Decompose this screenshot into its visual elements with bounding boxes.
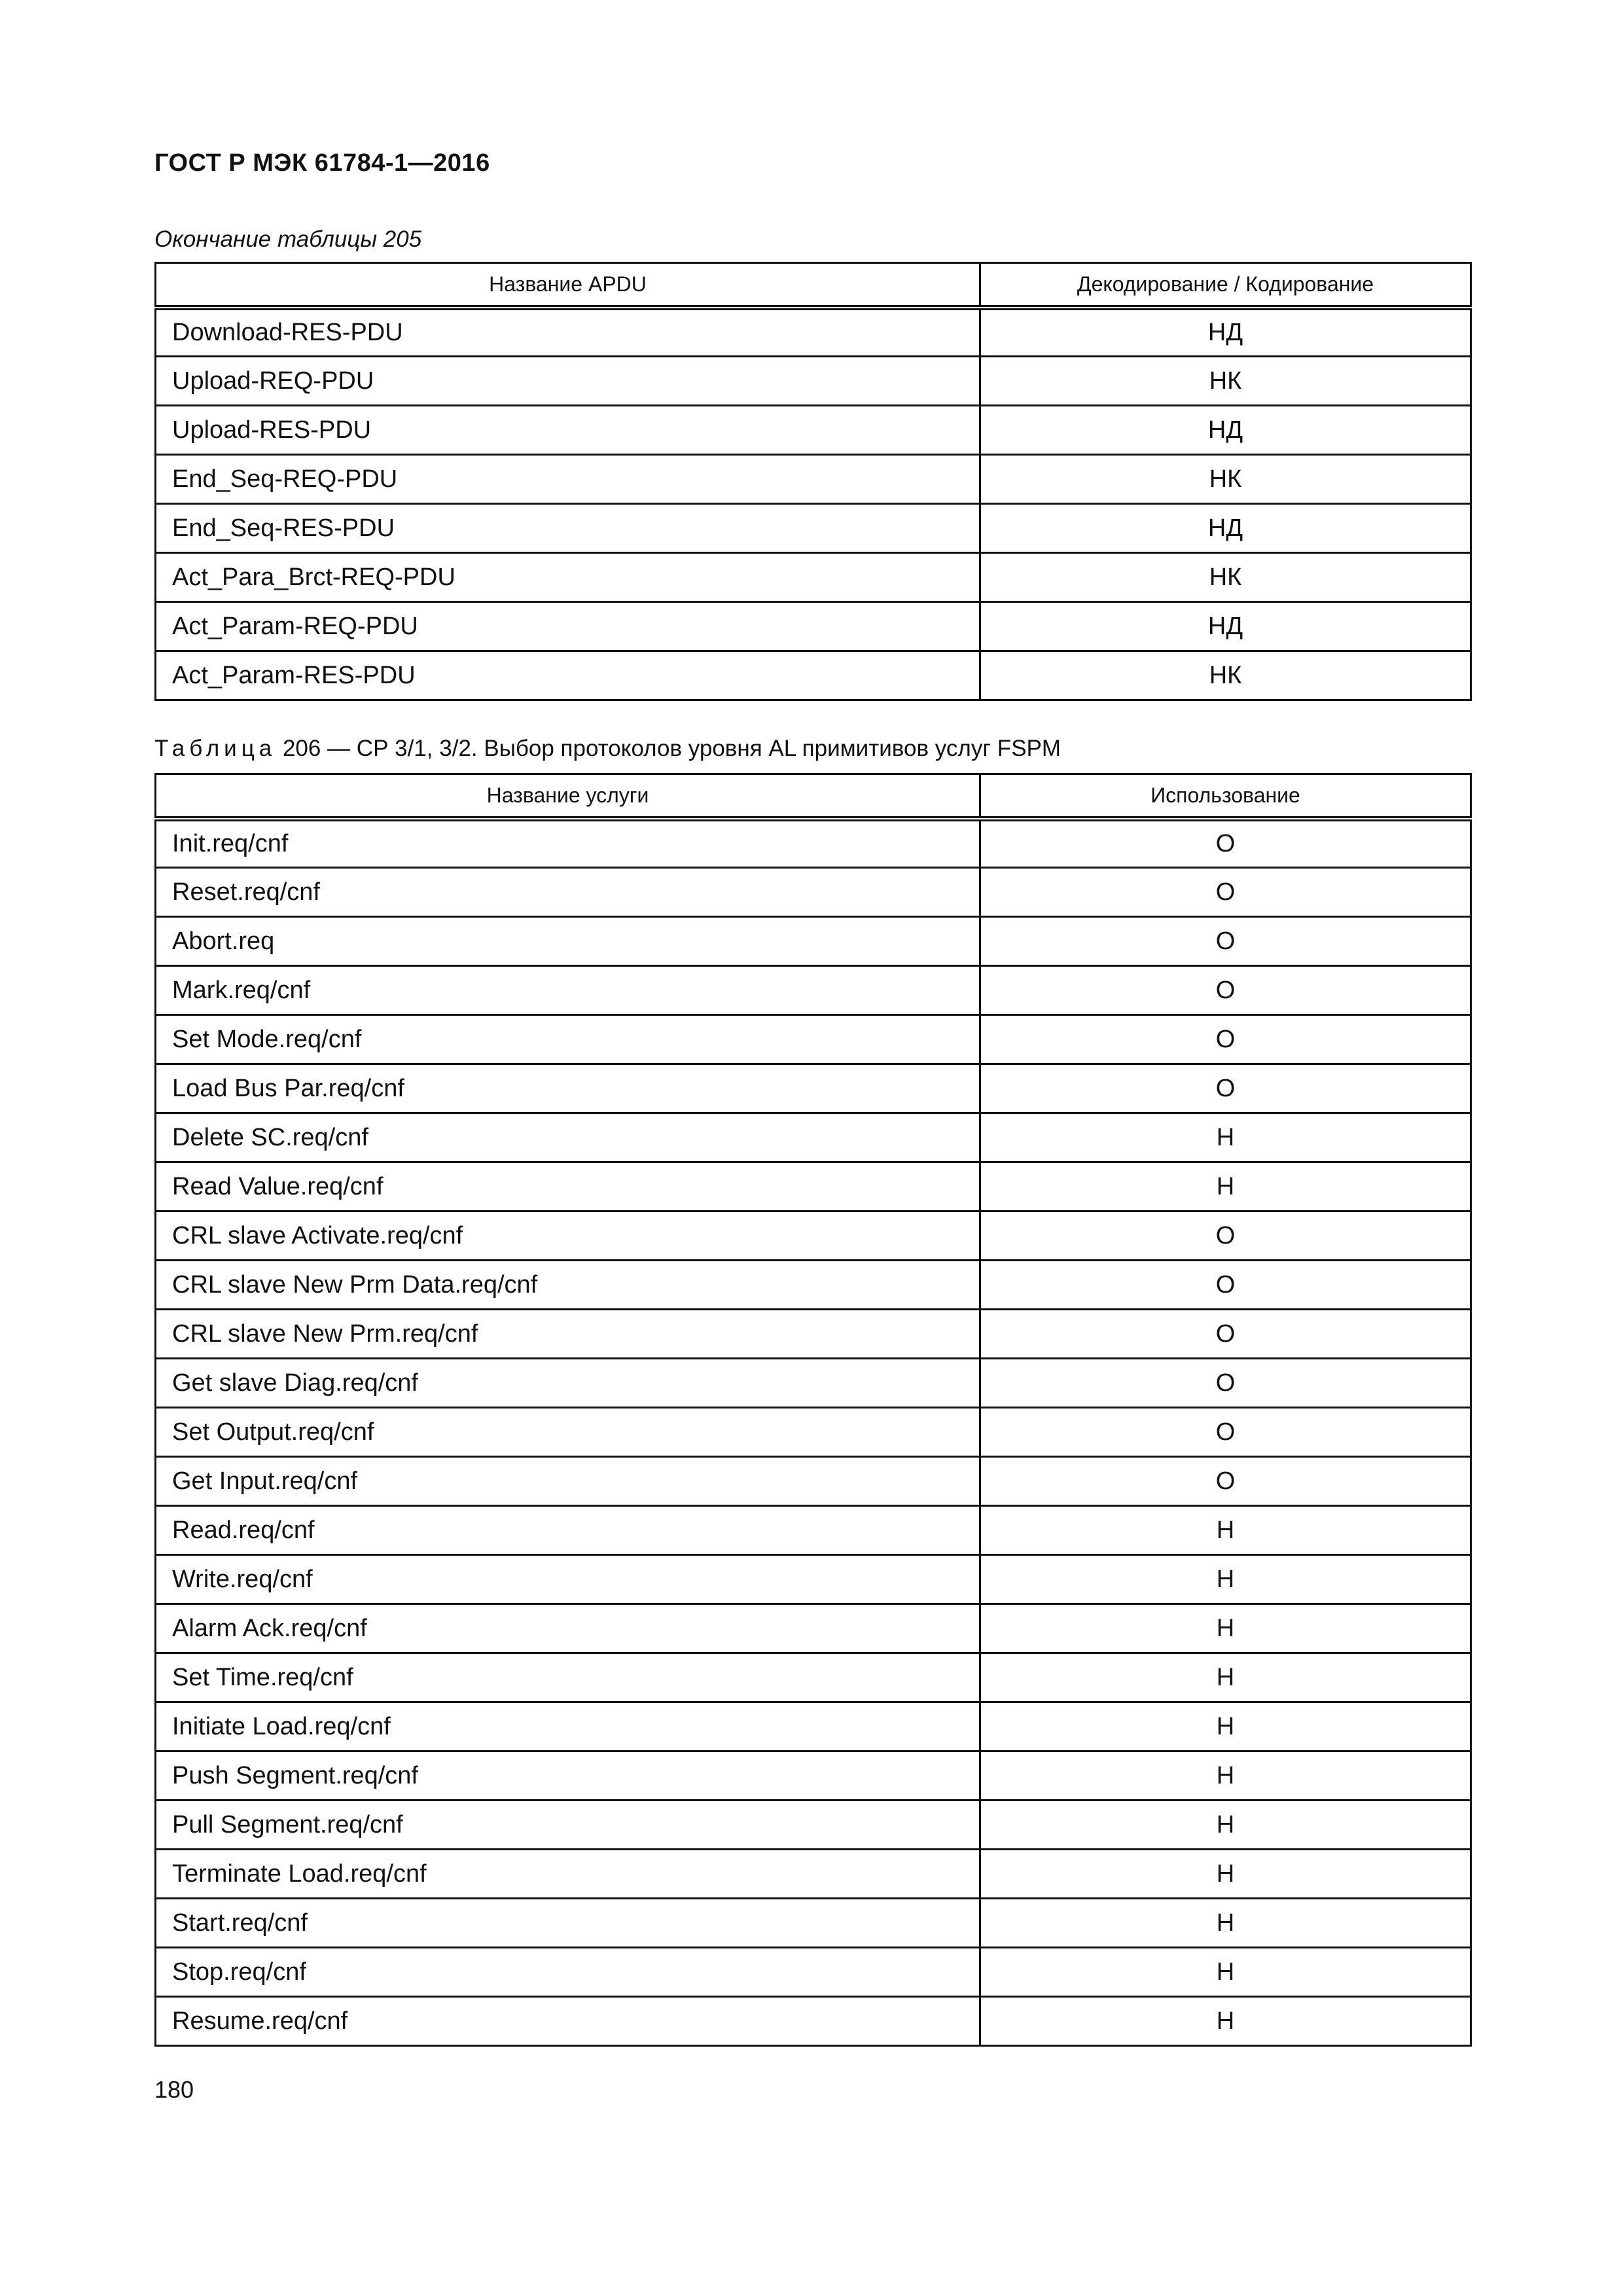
row-name-cell: Get slave Diag.req/cnf <box>156 1359 980 1408</box>
row-name-cell: Init.req/cnf <box>156 819 980 868</box>
row-value-cell: НД <box>980 308 1471 357</box>
table-row <box>156 1850 1471 1899</box>
row-value-cell: Н <box>980 1506 1471 1555</box>
row-value-cell: НК <box>980 553 1471 602</box>
row-value-cell: Н <box>980 1702 1471 1751</box>
row-value-cell: НК <box>980 455 1471 504</box>
table-row <box>156 455 1471 504</box>
table-row <box>156 357 1471 406</box>
row-value-cell: Н <box>980 1604 1471 1653</box>
table-header-row <box>156 774 1471 819</box>
table-row <box>156 406 1471 455</box>
row-name-cell: Mark.req/cnf <box>156 966 980 1015</box>
table-205-caption: Окончание таблицы 205 <box>154 226 422 252</box>
table-row <box>156 1211 1471 1261</box>
row-name-cell: Abort.req <box>156 917 980 966</box>
table-header-row <box>156 263 1471 308</box>
row-value-cell: О <box>980 917 1471 966</box>
row-value-cell: Н <box>980 1948 1471 1997</box>
table-row <box>156 1408 1471 1457</box>
row-name-cell: End_Seq-RES-PDU <box>156 504 980 553</box>
table-206-caption <box>154 736 1061 762</box>
table-row <box>156 1261 1471 1310</box>
table-row <box>156 1310 1471 1359</box>
table-row <box>156 1555 1471 1604</box>
table-row <box>156 1015 1471 1064</box>
column-header-decoding-encoding: Декодирование / Кодирование <box>980 263 1471 308</box>
row-value-cell: Н <box>980 1162 1471 1211</box>
row-name-cell: Set Output.req/cnf <box>156 1408 980 1457</box>
row-name-cell: Initiate Load.req/cnf <box>156 1702 980 1751</box>
table-row <box>156 504 1471 553</box>
row-value-cell: О <box>980 1261 1471 1310</box>
row-name-cell: Act_Param-REQ-PDU <box>156 602 980 651</box>
row-value-cell: О <box>980 1064 1471 1113</box>
table-row <box>156 1162 1471 1211</box>
table-row <box>156 966 1471 1015</box>
row-name-cell: Download-RES-PDU <box>156 308 980 357</box>
row-value-cell: О <box>980 1359 1471 1408</box>
row-name-cell: CRL slave New Prm.req/cnf <box>156 1310 980 1359</box>
row-name-cell: Write.req/cnf <box>156 1555 980 1604</box>
row-value-cell: Н <box>980 1653 1471 1702</box>
table-row <box>156 1751 1471 1801</box>
row-name-cell: Terminate Load.req/cnf <box>156 1850 980 1899</box>
table-row <box>156 1702 1471 1751</box>
row-name-cell: Start.req/cnf <box>156 1899 980 1948</box>
page-number: 180 <box>154 2076 194 2103</box>
row-name-cell: Read.req/cnf <box>156 1506 980 1555</box>
row-name-cell: Alarm Ack.req/cnf <box>156 1604 980 1653</box>
table-row <box>156 1801 1471 1850</box>
row-value-cell: НД <box>980 602 1471 651</box>
row-value-cell: Н <box>980 1850 1471 1899</box>
table-row <box>156 1653 1471 1702</box>
row-value-cell: О <box>980 1211 1471 1261</box>
row-value-cell: Н <box>980 1899 1471 1948</box>
row-name-cell: Set Mode.req/cnf <box>156 1015 980 1064</box>
row-value-cell: Н <box>980 1113 1471 1162</box>
row-name-cell: Set Time.req/cnf <box>156 1653 980 1702</box>
row-value-cell: Н <box>980 1997 1471 2046</box>
table-205 <box>154 262 1472 701</box>
row-name-cell: Load Bus Par.req/cnf <box>156 1064 980 1113</box>
row-value-cell: О <box>980 966 1471 1015</box>
row-name-cell: Stop.req/cnf <box>156 1948 980 1997</box>
row-value-cell: Н <box>980 1751 1471 1801</box>
row-name-cell: Delete SC.req/cnf <box>156 1113 980 1162</box>
row-name-cell: CRL slave Activate.req/cnf <box>156 1211 980 1261</box>
column-header-apdu-name: Название APDU <box>156 263 980 308</box>
row-value-cell: НД <box>980 406 1471 455</box>
row-value-cell: НК <box>980 357 1471 406</box>
row-name-cell: Push Segment.req/cnf <box>156 1751 980 1801</box>
row-name-cell: Pull Segment.req/cnf <box>156 1801 980 1850</box>
table-206-caption-text: 206 — СР 3/1, 3/2. Выбор протоколов уровня AL примитивов услуг FSPM <box>276 736 1061 761</box>
row-value-cell: О <box>980 868 1471 917</box>
row-value-cell: О <box>980 1457 1471 1506</box>
column-header-usage: Использование <box>980 774 1471 819</box>
table-row <box>156 819 1471 868</box>
row-name-cell: Act_Para_Brct-REQ-PDU <box>156 553 980 602</box>
row-value-cell: НД <box>980 504 1471 553</box>
row-name-cell: End_Seq-REQ-PDU <box>156 455 980 504</box>
table-row <box>156 868 1471 917</box>
row-value-cell: О <box>980 1015 1471 1064</box>
row-value-cell: О <box>980 1310 1471 1359</box>
table-row <box>156 1948 1471 1997</box>
row-value-cell: О <box>980 819 1471 868</box>
table-row <box>156 651 1471 700</box>
row-name-cell: Act_Param-RES-PDU <box>156 651 980 700</box>
table-row <box>156 1064 1471 1113</box>
row-name-cell: Upload-REQ-PDU <box>156 357 980 406</box>
table-206 <box>154 773 1472 2047</box>
table-row <box>156 553 1471 602</box>
row-value-cell: Н <box>980 1801 1471 1850</box>
table-row <box>156 1899 1471 1948</box>
table-205-body <box>156 308 1471 700</box>
table-206-caption-label: Таблица <box>154 736 277 761</box>
row-name-cell: CRL slave New Prm Data.req/cnf <box>156 1261 980 1310</box>
row-name-cell: Reset.req/cnf <box>156 868 980 917</box>
table-row <box>156 1604 1471 1653</box>
table-row <box>156 602 1471 651</box>
table-row <box>156 1457 1471 1506</box>
row-name-cell: Resume.req/cnf <box>156 1997 980 2046</box>
table-row <box>156 1997 1471 2046</box>
table-206-body <box>156 819 1471 2046</box>
row-value-cell: НК <box>980 651 1471 700</box>
row-name-cell: Get Input.req/cnf <box>156 1457 980 1506</box>
row-name-cell: Read Value.req/cnf <box>156 1162 980 1211</box>
table-row <box>156 1359 1471 1408</box>
table-row <box>156 1506 1471 1555</box>
table-row <box>156 308 1471 357</box>
row-value-cell: Н <box>980 1555 1471 1604</box>
row-value-cell: О <box>980 1408 1471 1457</box>
row-name-cell: Upload-RES-PDU <box>156 406 980 455</box>
document-header: ГОСТ Р МЭК 61784-1—2016 <box>154 149 490 177</box>
table-row <box>156 917 1471 966</box>
table-row <box>156 1113 1471 1162</box>
column-header-service-name: Название услуги <box>156 774 980 819</box>
